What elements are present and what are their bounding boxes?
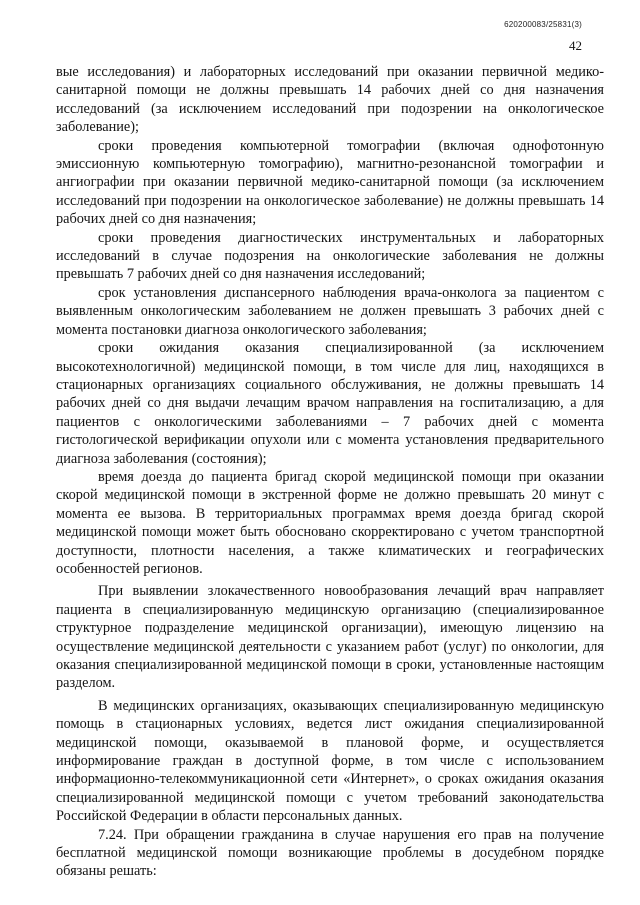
paragraph-oncology-referral: При выявлении злокачественного новообразования лечащий врач направляет пациента в специализированную медицинскую организацию (специализированное структурное подразделение медицинской организации), имеющую лицензию на осуществление медицинской деятельности с указанием работ (услуг) по онкологии, для оказания специализированной медицинской помощи в сроки, установленные настоящим разделом. — [56, 583, 604, 692]
paragraph-specialized-care-waiting: сроки ожидания оказания специализированной (за исключением высокотехнологичной) медицинской помощи, в том числе для лиц, находящихся в стационарных организациях социального обслуживания, не должны превышать 14 рабочих дней со дня выдачи лечащим врачом направления на госпитализацию, а для пациентов с онкологическими заболеваниями – 7 рабочих дней с момента гистологической верификации опухоли или с момента установления предварительного диагноза заболевания (состояния); — [56, 340, 604, 467]
paragraph-ct-mri-deadlines: сроки проведения компьютерной томографии (включая однофотонную эмиссионную компьютерную томографию), магнитно-резонансной томографии и ангиографии при оказании первичной медико-санитарной помощи (за исключением исследований при подозрении на онкологическое заболевание) не должны превышать 14 рабочих дней со дня назначения; — [56, 137, 604, 228]
document-body — [56, 63, 604, 881]
page-number: 42 — [569, 38, 582, 53]
paragraph-continuation: вые исследования) и лабораторных исследований при оказании первичной медико-санитарной помощи не должны превышать 14 рабочих дней со дня назначения исследований (за исключением исследований при подозрении на онкологическое заболевание); — [56, 64, 604, 136]
paragraph-ambulance-arrival-time: время доезда до пациента бригад скорой медицинской помощи при оказании скорой медицинской помощи в экстренной форме не должно превышать 20 минут с момента ее вызова. В территориальных программах время доезда бригад скорой медицинской помощи может быть обосновано скорректировано с учетом транспортной доступности, плотности населения, а также климатических и географических особенностей регионов. — [56, 468, 604, 577]
paragraph-oncology-diagnostics-deadlines: сроки проведения диагностических инструментальных и лабораторных исследований в случае подозрения на онкологические заболевания не должны превышать 7 рабочих дней со дня назначения исследований; — [56, 229, 604, 283]
paragraph-section-7-24: 7.24. При обращении гражданина в случае нарушения его прав на получение бесплатной медицинской помощи возникающие проблемы в досудебном порядке обязаны решать: — [56, 826, 604, 880]
paragraph-dispensary-observation-deadline: срок установления диспансерного наблюдения врача-онколога за пациентом с выявленным онкологическим заболеванием не должен превышать 3 рабочих дней с момента постановки диагноза онкологического заболевания; — [56, 284, 604, 338]
paragraph-waiting-list: В медицинских организациях, оказывающих специализированную медицинскую помощь в стационарных условиях, ведется лист ожидания специализированной медицинской помощи, оказываемой в плановой форме, и осуществляется информирование граждан в доступной форме, в том числе с использованием информационно-телекоммуникационной сети «Интернет», о сроках ожидания оказания специализированной медицинской помощи с учетом требований законодательства Российской Федерации в области персональных данных. — [56, 697, 604, 825]
document-code: 620200083/25831(3) — [504, 20, 582, 29]
